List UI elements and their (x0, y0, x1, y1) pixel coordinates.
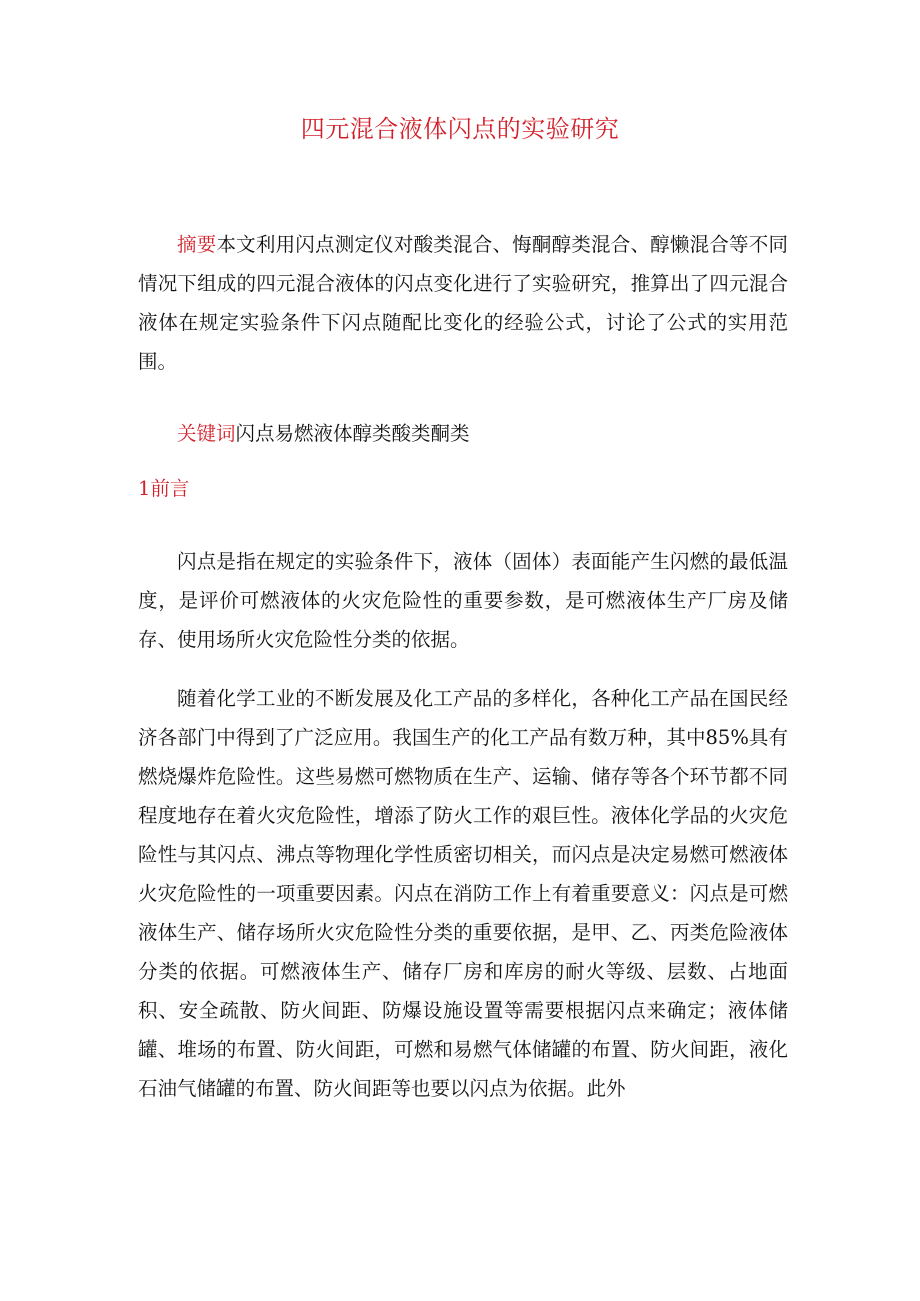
body-paragraph-1: 闪点是指在规定的实验条件下，液体（固体）表面能产生闪燃的最低温度，是评价可燃液体的火灾危险性的重要参数，是可燃液体生产厂房及储存、使用场所火灾危险性分类的依据。 (138, 550, 788, 651)
abstract-label: 摘要 (177, 233, 217, 256)
body-paragraph-2: 随着化学工业的不断发展及化工产品的多样化，各种化工产品在国民经济各部门中得到了广泛应用。我国生产的化工产品有数万种，其中85%具有燃烧爆炸危险性。这些易燃可燃物质在生产、运输、储存等各个环节都不同程度地存在着火灾危险性，增添了防火工作的艰巨性。液体化学品的火灾危险性与其闪点、沸点等物理化学性质密切相关，而闪点是决定易燃可燃液体火灾危险性的一项重要因素。闪点在消防工作上有着重要意义：闪点是可燃液体生产、储存场所火灾危险性分类的重要依据，是甲、乙、丙类危险液体分类的依据。可燃液体生产、储存厂房和库房的耐火等级、层数、占地面积、安全疏散、防火间距、防爆设施设置等需要根据闪点来确定；液体储罐、堆场的布置、防火间距，可燃和易燃气体储罐的布置、防火间距，液化石油气储罐的布置、防火间距等也要以闪点为依据。此外 (138, 687, 788, 1100)
abstract-paragraph (138, 225, 788, 381)
keywords-text: 闪点易燃液体醇类酸类酮类 (235, 422, 470, 445)
keywords-paragraph (138, 414, 788, 453)
document-title: 四元混合液体闪点的实验研究 (300, 115, 620, 143)
section-heading-introduction: 1前言 (138, 477, 190, 500)
keywords-label: 关键词 (177, 422, 236, 445)
abstract-text: 本文利用闪点测定仪对酸类混合、悔酮醇类混合、醇懒混合等不同情况下组成的四元混合液体的闪点变化进行了实验研究，推算出了四元混合液体在规定实验条件下闪点随配比变化的经验公式，讨论了公式的实用范围。 (138, 233, 788, 373)
